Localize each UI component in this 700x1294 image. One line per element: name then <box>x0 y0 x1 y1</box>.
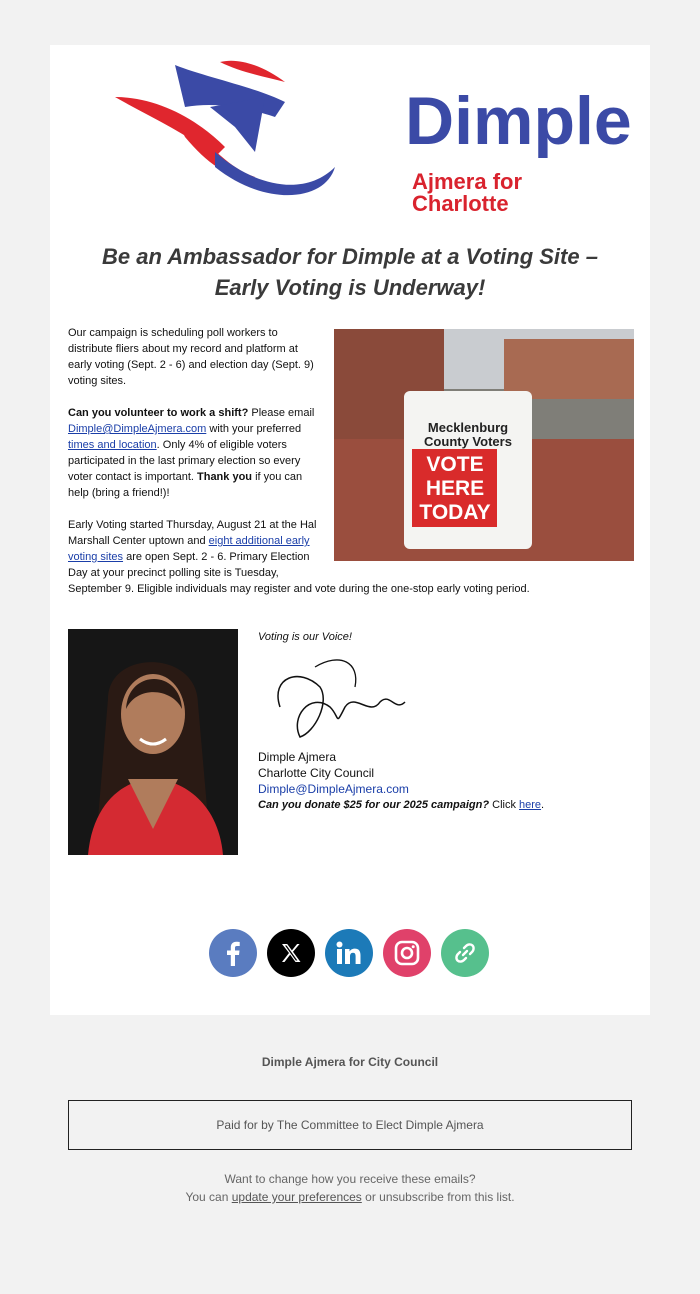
paid-for-disclaimer: Paid for by The Committee to Elect Dimple Ajmera <box>68 1100 632 1150</box>
p3-text-a: Early Voting started Thursday, August 21 at the Hal Marshall Center uptown and <box>68 519 317 547</box>
p2-text-d: if you can help (bring a friend!)! <box>68 471 303 499</box>
signature-block <box>258 629 638 813</box>
p3-text-b: are open Sept. 2 - 6. Primary Election Day at your precinct polling site is Tuesday, September 9. Eligible individuals may register and vote during the one-stop early voting period. <box>68 551 530 595</box>
times-location-link[interactable]: times and location <box>68 439 157 451</box>
thank-you: Thank you <box>197 471 253 483</box>
portrait-illustration <box>68 629 238 855</box>
facebook-icon[interactable] <box>209 929 257 977</box>
sign-today: TODAY <box>419 501 491 524</box>
headline-line-1: Be an Ambassador for Dimple at a Voting Site – <box>102 244 598 269</box>
donate-question: Can you donate $25 for our 2025 campaign? <box>258 799 490 811</box>
change-emails-text: Want to change how you receive these emails? <box>224 1172 476 1186</box>
email-preferences <box>0 1170 700 1206</box>
preferences-line <box>0 1188 700 1206</box>
vote-here-photo <box>334 329 634 561</box>
sign-here: HERE <box>425 477 485 500</box>
paragraph-1: Our campaign is scheduling poll workers to distribute fliers about my record and platform at early voting (Sept. 2 - 6) and election day (Sept. 9) voting sites. <box>68 327 314 387</box>
p2-text-c: . Only 4% of eligible voters participated in the last primary election so every voter contact is important. <box>68 439 301 483</box>
donate-period: . <box>541 799 545 811</box>
logo-dimple-text: Dimple <box>405 83 632 159</box>
logo-subtitle: Ajmera for Charlotte <box>412 169 523 216</box>
volunteer-question: Can you volunteer to work a shift? <box>68 407 249 419</box>
sign-county-voters: County Voters <box>424 434 512 449</box>
p2-text-b: with your preferred <box>206 423 302 435</box>
you-can-text: You can <box>185 1190 232 1204</box>
headline-line-2: Early Voting is Underway! <box>214 275 486 300</box>
flag-swoosh-icon <box>115 57 415 207</box>
signature-title: Charlotte City Council <box>258 766 375 780</box>
sign-mecklenburg: Mecklenburg <box>427 420 509 435</box>
linkedin-icon[interactable] <box>325 929 373 977</box>
instagram-icon[interactable] <box>383 929 431 977</box>
body-text <box>68 325 634 613</box>
campaign-logo[interactable] <box>115 57 632 216</box>
update-preferences-link[interactable]: update your preferences <box>231 1190 362 1204</box>
x-twitter-icon[interactable] <box>267 929 315 977</box>
donate-here-link[interactable]: here <box>519 799 542 811</box>
email-card <box>50 45 650 1015</box>
unsubscribe-text: or unsubscribe from this list. <box>361 1190 515 1204</box>
motto: Voting is our Voice! <box>258 631 352 643</box>
donate-line <box>258 797 638 813</box>
footer-organization: Dimple Ajmera for City Council <box>261 1055 439 1069</box>
email-link[interactable]: Dimple@DimpleAjmera.com <box>68 423 207 435</box>
p2-text-a: Please email <box>248 407 315 419</box>
link-icon[interactable] <box>441 929 489 977</box>
click-text: Click <box>489 799 520 811</box>
sign-vote: VOTE <box>426 453 484 476</box>
signature-name: Dimple Ajmera <box>258 750 337 764</box>
candidate-portrait <box>68 629 238 855</box>
signature-email-link[interactable]: Dimple@DimpleAjmera.com <box>258 782 409 796</box>
voting-sites-link[interactable]: eight additional early voting sites <box>68 535 310 563</box>
handwritten-signature <box>260 647 410 747</box>
headline <box>70 241 630 303</box>
